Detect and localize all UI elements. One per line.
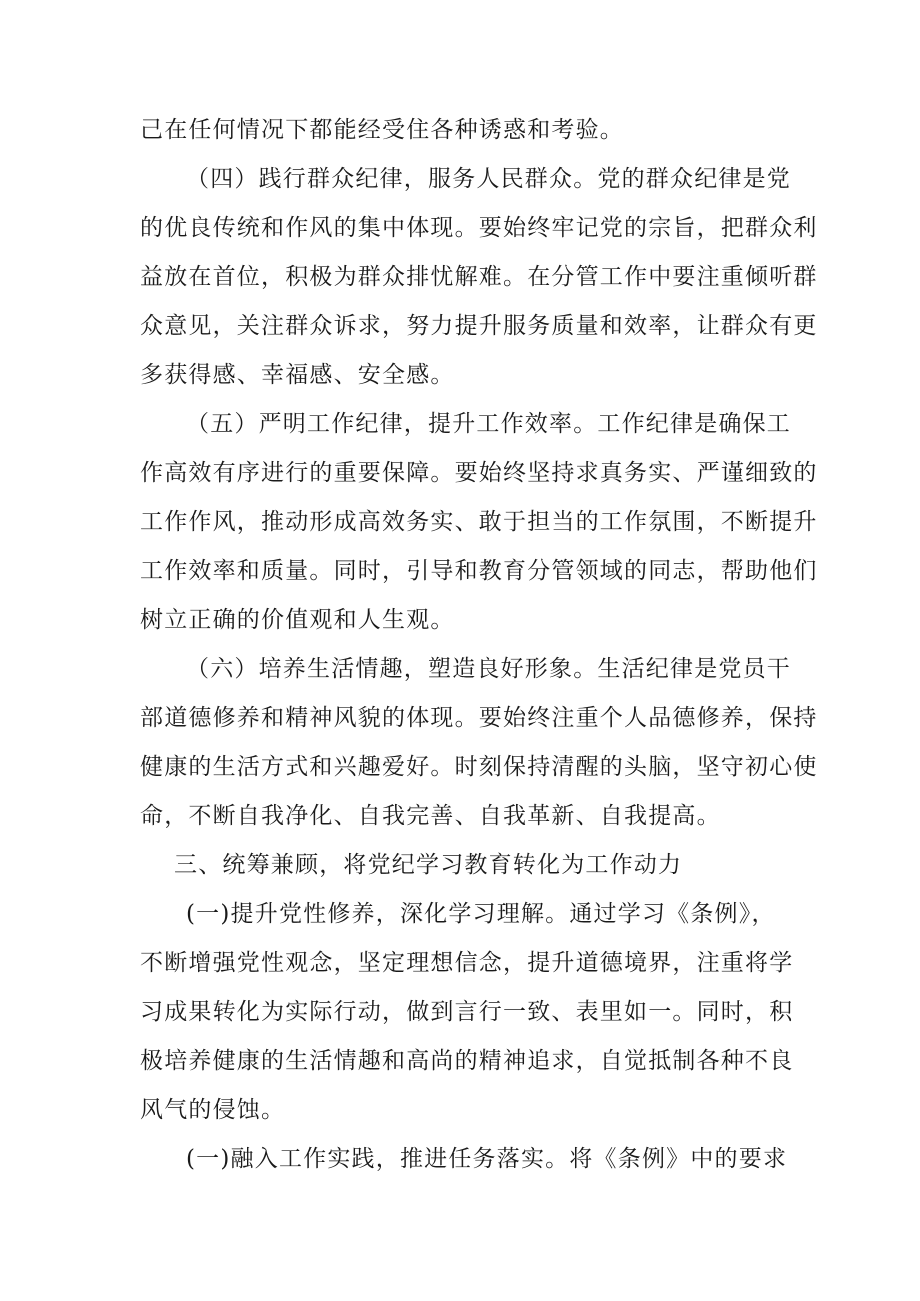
text-line: 习成果转化为实际行动，做到言行一致、表里如一。同时，积 <box>140 999 794 1025</box>
text-line: 的优良传统和作风的集中体现。要始终牢记党的宗旨，把群众利 <box>140 215 818 241</box>
text-line: 部道德修养和精神风貌的体现。要始终注重个人品德修养，保持 <box>140 705 818 731</box>
section-heading: 三、统筹兼顾，将党纪学习教育转化为工作动力 <box>174 852 683 878</box>
text-line: 命，不断自我净化、自我完善、自我革新、自我提高。 <box>140 803 721 829</box>
paragraph-heading-line: （四）践行群众纪律，服务人民群众。党的群众纪律是党 <box>186 166 791 192</box>
text-line: 健康的生活方式和兴趣爱好。时刻保持清醒的头脑，坚守初心使 <box>140 754 818 780</box>
text-line: 己在任何情况下都能经受住各种诱惑和考验。 <box>140 117 624 143</box>
body-text <box>140 106 818 1184</box>
paragraph-heading-line: (一)融入工作实践，推进任务落实。将《条例》中的要求 <box>186 1146 788 1172</box>
text-line: 众意见，关注群众诉求，努力提升服务质量和效率，让群众有更 <box>140 313 818 339</box>
text-line: 多获得感、幸福感、安全感。 <box>140 362 455 388</box>
text-line: 风气的侵蚀。 <box>140 1097 286 1123</box>
text-line: 树立正确的价值观和人生观。 <box>140 607 455 633</box>
text-line: 作高效有序进行的重要保障。要始终坚持求真务实、严谨细致的 <box>140 460 818 486</box>
text-line: 益放在首位，积极为群众排忧解难。在分管工作中要注重倾听群 <box>140 264 818 290</box>
text-line: 不断增强党性观念，坚定理想信念，提升道德境界，注重将学 <box>140 950 794 976</box>
paragraph-heading-line: （五）严明工作纪律，提升工作效率。工作纪律是确保工 <box>186 411 791 437</box>
text-line: 极培养健康的生活情趣和高尚的精神追求，自觉抵制各种不良 <box>140 1048 794 1074</box>
paragraph-heading-line: （六）培养生活情趣，塑造良好形象。生活纪律是党员干 <box>186 656 791 682</box>
text-line: 工作作风，推动形成高效务实、敢于担当的工作氛围，不断提升 <box>140 509 818 535</box>
paragraph-heading-line: (一)提升党性修养，深化学习理解。通过学习《条例》， <box>186 901 776 927</box>
text-line: 工作效率和质量。同时，引导和教育分管领域的同志，帮助他们 <box>140 558 818 584</box>
